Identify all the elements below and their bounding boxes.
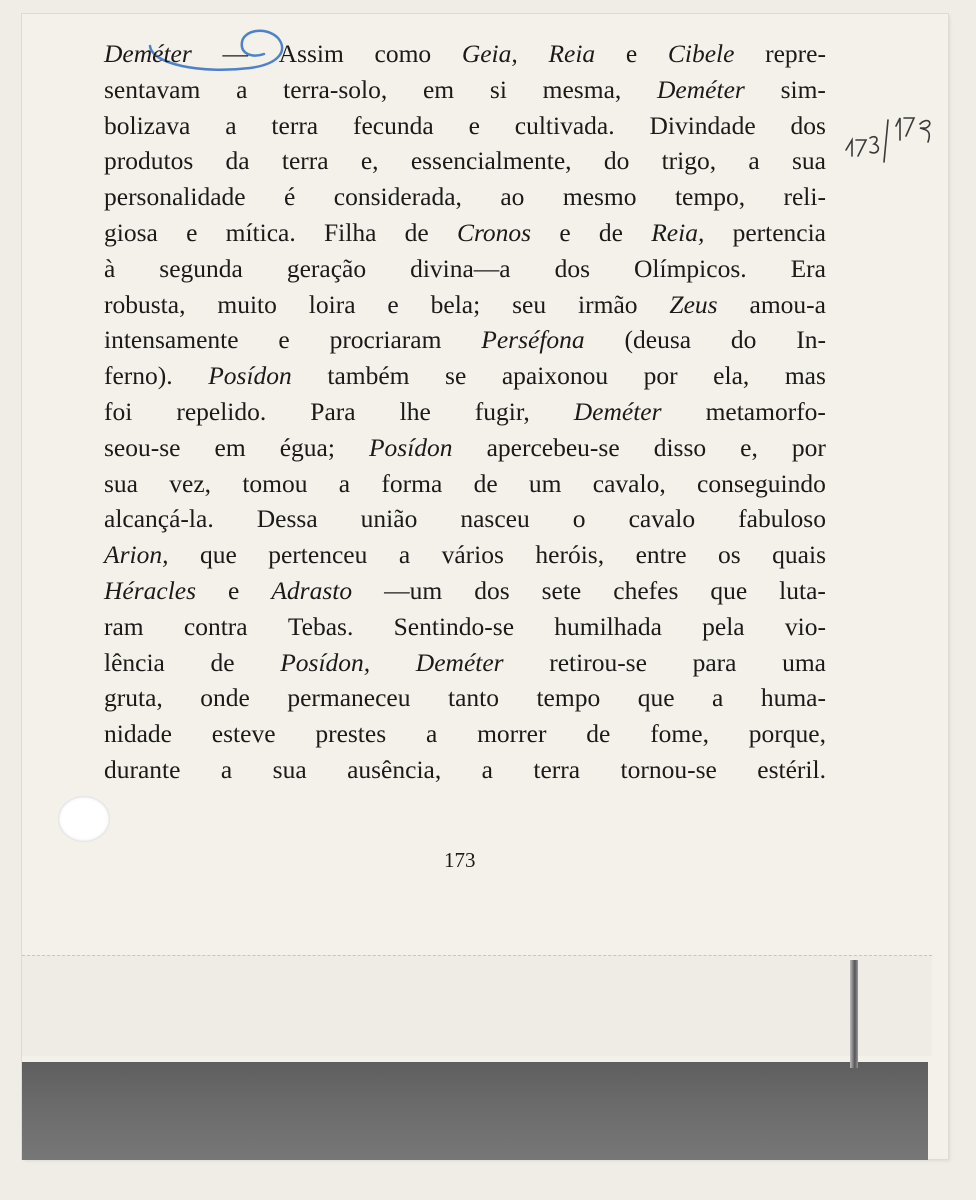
- word: fugir,: [474, 396, 530, 426]
- word: contra: [183, 611, 248, 641]
- word: o: [572, 504, 586, 534]
- word: bela;: [430, 289, 481, 319]
- dark-scan-band: [22, 1062, 928, 1160]
- word: se: [445, 361, 467, 391]
- word: reli-: [783, 182, 826, 212]
- word: sentavam: [104, 74, 201, 104]
- word: si: [489, 74, 507, 104]
- word: a: [712, 683, 724, 713]
- word: por: [791, 432, 826, 462]
- word: apaixonou: [501, 361, 609, 391]
- word: cavalo,: [592, 468, 666, 498]
- text-line: [104, 36, 826, 72]
- word: e: [278, 325, 290, 355]
- word: união: [360, 504, 418, 534]
- word: trigo,: [661, 146, 717, 176]
- word: que: [637, 683, 675, 713]
- italic-word: Posídon: [368, 432, 453, 462]
- italic-word: Perséfona: [481, 325, 585, 355]
- word: a: [338, 468, 351, 498]
- word: fecunda: [353, 110, 434, 140]
- word: muito: [217, 289, 277, 319]
- italic-word: Adrasto: [271, 575, 353, 605]
- word: que: [710, 575, 748, 605]
- pasted-strip: [22, 955, 932, 1056]
- word: —um: [384, 575, 443, 605]
- word: (deusa: [624, 325, 692, 355]
- text-line: [104, 322, 826, 358]
- word: divina—a: [410, 253, 511, 283]
- word: Divindade: [649, 110, 756, 140]
- word: como: [374, 39, 432, 68]
- word: de: [473, 468, 498, 498]
- word: irmão: [578, 289, 638, 319]
- punch-hole: [58, 796, 110, 842]
- word: do: [603, 146, 630, 176]
- word: Sentindo-se: [393, 611, 515, 641]
- word: vio-: [784, 611, 826, 641]
- word: e: [468, 110, 480, 140]
- word: e,: [740, 432, 758, 462]
- italic-word: Héracles: [104, 575, 197, 605]
- word: Era: [790, 253, 826, 283]
- word: sete: [541, 575, 582, 605]
- word: In-: [796, 325, 826, 355]
- word: Assim: [278, 39, 344, 68]
- word: esteve: [211, 719, 276, 749]
- word: dos: [790, 110, 826, 140]
- word: mesma,: [542, 74, 622, 104]
- word: disso: [653, 432, 707, 462]
- text-line: [104, 72, 826, 108]
- word: permaneceu: [287, 683, 411, 713]
- word: e: [186, 217, 198, 247]
- text-line: [104, 537, 826, 573]
- text-line: [104, 215, 826, 251]
- word: de: [586, 719, 611, 749]
- word: morrer: [477, 719, 547, 749]
- word: sua: [791, 146, 826, 176]
- word: cultivada.: [514, 110, 615, 140]
- word: égua;: [279, 432, 335, 462]
- word: terra-solo,: [283, 74, 388, 104]
- word: a: [481, 754, 493, 784]
- text-line: [104, 501, 826, 537]
- text-line: [104, 251, 826, 287]
- word: procriaram: [329, 325, 442, 355]
- text-line: [104, 609, 826, 645]
- word: fabuloso: [738, 504, 826, 534]
- word: lência: [104, 647, 165, 677]
- text-line: [104, 573, 826, 609]
- word: essencialmente,: [410, 146, 572, 176]
- word: lhe: [399, 396, 431, 426]
- word: em: [214, 432, 246, 462]
- italic-word: Geia,: [461, 39, 518, 68]
- word: cavalo: [628, 504, 696, 534]
- word: tanto: [447, 683, 499, 713]
- word: onde: [200, 683, 250, 713]
- word: terra: [281, 146, 329, 176]
- word: e: [625, 39, 638, 68]
- word: Para: [310, 396, 356, 426]
- word: a: [425, 719, 438, 749]
- italic-word: Cibele: [667, 39, 735, 68]
- word: mítica.: [225, 217, 296, 247]
- text-line: [104, 645, 826, 681]
- word: segunda: [159, 253, 243, 283]
- text-line: [104, 143, 826, 179]
- word: heróis,: [535, 540, 605, 570]
- word: dos: [554, 253, 591, 283]
- text-line: [104, 358, 826, 394]
- word: ao: [500, 182, 525, 212]
- word: a: [748, 146, 760, 176]
- word: em: [422, 74, 455, 104]
- word: vários: [441, 540, 504, 570]
- italic-word: Deméter: [573, 396, 662, 426]
- word: ram: [104, 611, 144, 641]
- word: considerada,: [333, 182, 462, 212]
- word: dos: [474, 575, 510, 605]
- word: forma: [381, 468, 443, 498]
- word: Dessa: [256, 504, 318, 534]
- italic-word: Posídon: [208, 361, 292, 391]
- word: de: [598, 217, 623, 247]
- italic-word: Arion,: [104, 540, 169, 570]
- paper-edge-shadow: [850, 960, 858, 1068]
- word: personalidade: [104, 182, 246, 212]
- text-line: [104, 287, 826, 323]
- word: geração: [286, 253, 367, 283]
- word: e: [228, 575, 240, 605]
- word: durante: [104, 754, 181, 784]
- word: retirou-se: [549, 647, 647, 677]
- word: luta-: [779, 575, 826, 605]
- word: entre: [635, 540, 687, 570]
- word: apercebeu-se: [486, 432, 620, 462]
- italic-word: Reia: [548, 39, 596, 68]
- word: de: [404, 217, 429, 247]
- word: vez,: [169, 468, 212, 498]
- word: pertenceu: [268, 540, 368, 570]
- word: tornou-se: [620, 754, 717, 784]
- article-body: [104, 36, 826, 788]
- word: e: [387, 289, 399, 319]
- word: produtos: [104, 146, 194, 176]
- word: chefes: [613, 575, 679, 605]
- word: intensamente: [104, 325, 239, 355]
- word: repelido.: [176, 396, 267, 426]
- italic-word: Posídon,: [280, 647, 371, 677]
- word: terra: [533, 754, 581, 784]
- text-line: [104, 716, 826, 752]
- word: a: [398, 540, 411, 570]
- italic-word: Cronos: [456, 217, 532, 247]
- text-line: [104, 466, 826, 502]
- word: —: [222, 39, 248, 68]
- italic-word: Deméter: [657, 74, 745, 104]
- word: tomou: [242, 468, 308, 498]
- word: por: [643, 361, 678, 391]
- word: e,: [360, 146, 379, 176]
- word: de: [210, 647, 235, 677]
- word: a: [220, 754, 233, 784]
- word: seu: [512, 289, 547, 319]
- word: nidade: [104, 719, 172, 749]
- italic-word: Deméter: [415, 647, 504, 677]
- word: um: [528, 468, 562, 498]
- word: sim-: [780, 74, 826, 104]
- word: nasceu: [460, 504, 530, 534]
- text-line: [104, 108, 826, 144]
- word: sua: [272, 754, 307, 784]
- italic-word: Deméter: [104, 39, 192, 68]
- word: e: [559, 217, 571, 247]
- word: loira: [308, 289, 356, 319]
- word: porque,: [748, 719, 826, 749]
- word: que: [199, 540, 237, 570]
- text-line: [104, 680, 826, 716]
- word: ela,: [713, 361, 750, 391]
- word: metamorfo-: [705, 396, 826, 426]
- word: Olímpicos.: [634, 253, 747, 283]
- italic-word: Zeus: [669, 289, 718, 319]
- word: mas: [784, 361, 826, 391]
- word: quais: [772, 540, 826, 570]
- text-line: [104, 394, 826, 430]
- word: do: [730, 325, 757, 355]
- text-line: [104, 179, 826, 215]
- word: pertencia: [732, 217, 826, 247]
- word: da: [225, 146, 250, 176]
- word: a: [236, 74, 248, 104]
- word: conseguindo: [697, 468, 826, 498]
- word: Tebas.: [287, 611, 354, 641]
- text-line: [104, 752, 826, 788]
- page-number: 173: [444, 848, 476, 872]
- word: robusta,: [104, 289, 186, 319]
- word: sua: [104, 468, 138, 498]
- word: alcançá-la.: [104, 504, 214, 534]
- text-line: [104, 430, 826, 466]
- word: a: [225, 110, 237, 140]
- word: pela: [702, 611, 745, 641]
- word: humilhada: [554, 611, 662, 641]
- word: huma-: [760, 683, 826, 713]
- word: seou-se: [104, 432, 181, 462]
- word: Filha: [323, 217, 377, 247]
- word: prestes: [315, 719, 387, 749]
- word: gruta,: [104, 683, 163, 713]
- word: tempo,: [674, 182, 746, 212]
- word: estéril.: [757, 754, 826, 784]
- word: uma: [782, 647, 826, 677]
- word: à: [104, 253, 116, 283]
- word: bolizava: [104, 110, 191, 140]
- word: amou-a: [749, 289, 826, 319]
- word: tempo: [536, 683, 601, 713]
- word: terra: [271, 110, 319, 140]
- handwritten-page-reference: [842, 110, 942, 166]
- word: fome,: [650, 719, 709, 749]
- word: é: [284, 182, 296, 212]
- italic-word: Reia,: [651, 217, 705, 247]
- word: giosa: [104, 217, 158, 247]
- word: mesmo: [562, 182, 637, 212]
- word: foi: [104, 396, 133, 426]
- word: ausência,: [347, 754, 442, 784]
- word: para: [692, 647, 737, 677]
- word: os: [718, 540, 741, 570]
- word: repre-: [765, 39, 826, 68]
- word: ferno).: [104, 361, 173, 391]
- word: também: [327, 361, 410, 391]
